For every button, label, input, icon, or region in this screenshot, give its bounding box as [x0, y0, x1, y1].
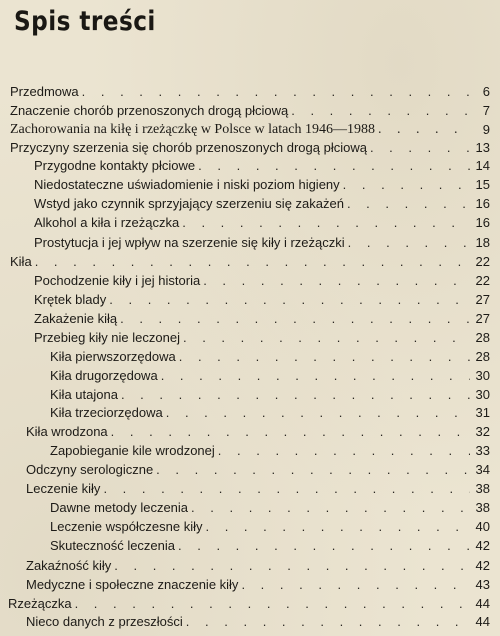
toc-entry-page: 38 [475, 481, 490, 496]
toc-entry-title: Rzeżączka [8, 596, 72, 611]
toc-entry-title: Przyczyny szerzenia się chorób przenoszonych drogą płciową [10, 140, 367, 155]
dot-leader [109, 290, 470, 309]
dot-leader [156, 460, 470, 479]
toc-entry-page: 42 [475, 558, 490, 573]
toc-entry-page: 13 [475, 140, 490, 155]
toc-entry-title: Zapobieganie kile wrodzonej [50, 443, 215, 458]
toc-entry[interactable] [0, 422, 500, 441]
dot-leader [121, 385, 470, 404]
toc-entry-title: Prostytucja i jej wpływ na szerzenie się kiły i rzeżączki [34, 235, 345, 250]
toc-entry[interactable] [0, 517, 500, 536]
toc-entry-page: 27 [475, 292, 490, 307]
dot-leader [179, 347, 470, 366]
toc-entry-title: Medyczne i społeczne znaczenie kiły [26, 577, 239, 592]
dot-leader [191, 498, 470, 517]
toc-entry[interactable] [0, 252, 500, 271]
toc-entry-title: Kiła trzeciorzędowa [50, 405, 163, 420]
toc-entry[interactable] [0, 441, 500, 460]
toc-entry[interactable] [0, 156, 500, 175]
toc-entry-title: Leczenie kiły [26, 481, 101, 496]
toc-entry-title: Krętek blady [34, 292, 107, 307]
toc-entry[interactable] [0, 612, 500, 631]
toc-entry-title: Przedmowa [10, 84, 79, 99]
toc-entry-title: Kiła utajona [50, 387, 118, 402]
toc-entry[interactable] [0, 575, 500, 594]
page-title: Spis treści [14, 6, 156, 37]
toc-entry[interactable] [0, 175, 500, 194]
toc-entry-page: 44 [475, 596, 490, 611]
toc-entry-page: 28 [475, 330, 490, 345]
dot-leader [348, 233, 470, 252]
dot-leader [178, 536, 470, 555]
dot-leader [111, 422, 470, 441]
toc-entry-page: 42 [475, 538, 490, 553]
toc-entry-title: Przebieg kiły nie leczonej [34, 330, 180, 345]
dot-leader [343, 175, 470, 194]
toc-entry-page: 30 [475, 368, 490, 383]
toc-entry[interactable] [0, 328, 500, 347]
dot-leader [370, 138, 470, 157]
toc-entry-page: 16 [475, 196, 490, 211]
toc-entry[interactable] [0, 594, 500, 613]
dot-leader [378, 120, 470, 139]
toc-entry-title: Odczyny serologiczne [26, 462, 154, 477]
toc-entry-title: Zakaźność kiły [26, 558, 112, 573]
toc-entry[interactable] [0, 403, 500, 422]
toc-entry-title: Kiła pierwszorzędowa [50, 349, 176, 364]
dot-leader [82, 82, 470, 101]
dot-leader [166, 403, 470, 422]
toc-entry[interactable] [0, 366, 500, 385]
toc-entry-title: Nieco danych z przeszłości [26, 614, 183, 629]
toc-entry-page: 28 [475, 349, 490, 364]
toc-entry[interactable] [0, 479, 500, 498]
toc-entry-page: 22 [475, 254, 490, 269]
toc-entry-title: Kiła drugorzędowa [50, 368, 158, 383]
toc-entry-page: 30 [475, 387, 490, 402]
toc-entry-page: 38 [475, 500, 490, 515]
toc-entry-title: Dawne metody leczenia [50, 500, 189, 515]
toc-entry-page: 9 [482, 122, 490, 137]
dot-leader [203, 271, 470, 290]
dot-leader [35, 252, 470, 271]
toc-entry-title: Niedostateczne uświadomienie i niski poziom higieny [34, 177, 340, 192]
toc-entry-title: Wstyd jako czynnik sprzyjający szerzeniu się zakażeń [34, 196, 344, 211]
toc-entry-title: Pochodzenie kiły i jej historia [34, 273, 201, 288]
dot-leader [241, 575, 470, 594]
toc-entry[interactable] [0, 138, 500, 157]
toc-entry[interactable] [0, 233, 500, 252]
toc-entry-page: 16 [475, 215, 490, 230]
toc-entry[interactable] [0, 194, 500, 213]
toc-entry[interactable] [0, 536, 500, 555]
toc-entry[interactable] [0, 213, 500, 232]
toc-entry-page: 43 [475, 577, 490, 592]
toc-entry-page: 34 [475, 462, 490, 477]
dot-leader [347, 194, 470, 213]
dot-leader [198, 156, 470, 175]
toc-entry[interactable] [0, 347, 500, 366]
toc-entry-page: 32 [475, 424, 490, 439]
toc-entry-title: Alkohol a kiła i rzeżączka [34, 215, 180, 230]
dot-leader [75, 594, 470, 613]
dot-leader [218, 441, 470, 460]
toc-entry[interactable] [0, 290, 500, 309]
toc-entry-title: Zachorowania na kiłę i rzeżączkę w Polsce w latach 1946—1988 [10, 122, 376, 137]
toc-entry-title: Kiła wrodzona [26, 424, 108, 439]
toc-entry-page: 27 [475, 311, 490, 326]
toc-entry[interactable] [0, 82, 500, 101]
toc-entry-title: Zakażenie kiłą [34, 311, 118, 326]
toc-entry-title: Przygodne kontakty płciowe [34, 158, 196, 173]
toc-entry-page: 15 [475, 177, 490, 192]
toc-entry-title: Leczenie współczesne kiły [50, 519, 203, 534]
toc-entry[interactable] [0, 498, 500, 517]
dot-leader [114, 556, 470, 575]
toc-entry[interactable] [0, 120, 500, 139]
toc-entry-page: 44 [475, 614, 490, 629]
toc-entry-title: Kiła [10, 254, 32, 269]
toc-entry-title: Znaczenie chorób przenoszonych drogą płciową [10, 103, 289, 118]
dot-leader [186, 612, 470, 631]
toc-entry-page: 14 [475, 158, 490, 173]
toc-entry-page: 6 [482, 84, 490, 99]
toc-entry-page: 7 [482, 103, 490, 118]
dot-leader [120, 309, 470, 328]
dot-leader [291, 101, 470, 120]
toc-entry[interactable] [0, 101, 500, 120]
dot-leader [183, 328, 470, 347]
toc-entry[interactable] [0, 309, 500, 328]
dot-leader [103, 479, 470, 498]
toc-entry-page: 18 [475, 235, 490, 250]
toc-entry[interactable] [0, 271, 500, 290]
toc-entry-page: 31 [475, 405, 490, 420]
toc-entry-page: 40 [475, 519, 490, 534]
dot-leader [161, 366, 470, 385]
toc-entry[interactable] [0, 460, 500, 479]
dot-leader [182, 213, 470, 232]
toc-entry[interactable] [0, 556, 500, 575]
toc-entry-page: 22 [475, 273, 490, 288]
dot-leader [205, 517, 470, 536]
toc-entry[interactable] [0, 385, 500, 404]
toc-entry-title: Skuteczność leczenia [50, 538, 176, 553]
toc-entry-page: 33 [475, 443, 490, 458]
